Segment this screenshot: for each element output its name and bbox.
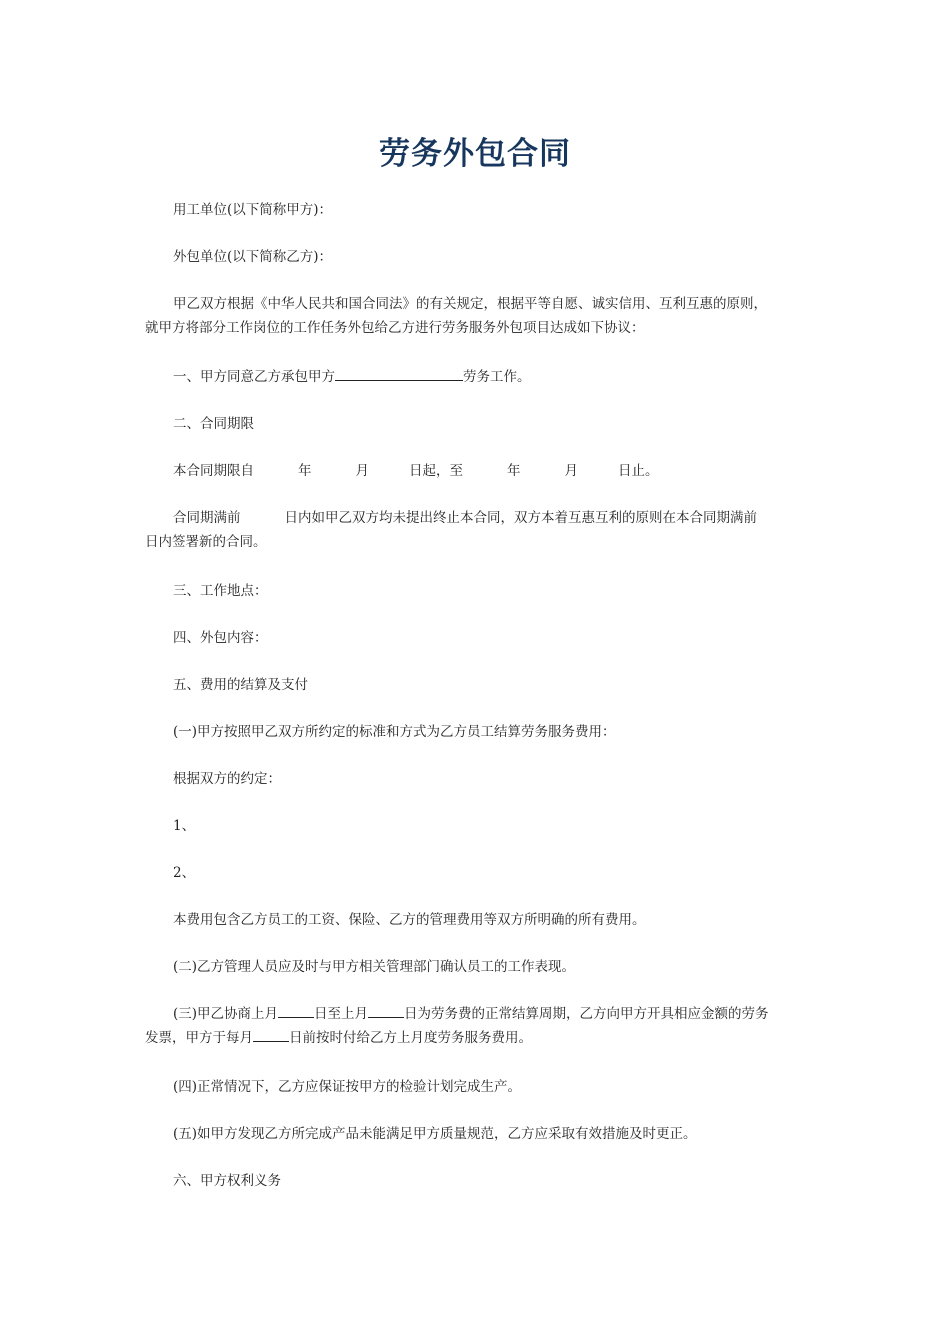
term-day-1: 日起，至 [409,463,463,479]
c5-3-blank-1 [278,1002,314,1018]
clause-5-1: (一)甲方按照甲乙双方所约定的标准和方式为乙方员工结算劳务服务费用： [173,724,616,740]
renewal-paragraph [145,506,810,554]
party-b-line: 外包单位(以下简称乙方)： [173,249,333,265]
renewal-rest: 日内如甲乙双方均未提出终止本合同，双方本着互惠互利的原则在本合同期满前 [284,510,757,526]
clause-1-text-after: 劳务工作。 [463,369,531,385]
list-item-1: 1、 [173,818,196,834]
per-agreement-line: 根据双方的约定： [173,771,281,787]
c5-3-blank-3 [253,1026,289,1042]
clause-1-blank [335,365,463,381]
c5-3-part-2: 日至上月 [314,1006,369,1022]
clause-5-3-line-2 [145,1026,810,1050]
clause-1-text-before: 一、甲方同意乙方承包甲方 [173,369,335,385]
preamble-line-1: 甲乙双方根据《中华人民共和国合同法》的有关规定，根据平等自愿、诚实信用、互利互惠的原则， [173,296,767,312]
party-a-line: 用工单位(以下简称甲方)： [173,202,333,218]
term-lead: 本合同期限自 [173,463,254,479]
clause-5-heading: 五、费用的结算及支付 [173,677,308,693]
term-day-2: 日止。 [618,463,659,479]
clause-2-heading: 二、合同期限 [173,416,254,432]
clause-5-4: (四)正常情况下，乙方应保证按甲方的检验计划完成生产。 [173,1079,522,1095]
c5-3-line2-a: 发票，甲方于每月 [145,1030,253,1046]
document-title: 劳务外包合同 [379,136,571,172]
clause-5-3-line-1 [145,1002,810,1026]
c5-3-blank-2 [368,1002,404,1018]
renewal-lead: 合同期满前 [173,510,241,526]
term-year-2: 年 [507,463,521,479]
clause-5-2: (二)乙方管理人员应及时与甲方相关管理部门确认员工的工作表现。 [173,959,576,975]
renewal-line-1 [145,506,810,530]
c5-3-part-3: 日为劳务费的正常结算周期，乙方向甲方开具相应金额的劳务 [404,1006,769,1022]
renewal-line-2: 日内签署新的合同。 [145,534,267,550]
clause-1 [145,365,838,389]
clause-5-5: (五)如甲方发现乙方所完成产品未能满足甲方质量规范，乙方应采取有效措施及时更正。 [173,1126,697,1142]
clause-4: 四、外包内容： [173,630,268,646]
clause-3: 三、工作地点： [173,583,268,599]
list-item-2: 2、 [173,865,196,881]
term-month-2: 月 [564,463,578,479]
contract-term-line [145,459,838,483]
preamble-line-2: 就甲方将部分工作岗位的工作任务外包给乙方进行劳务服务外包项目达成如下协议： [145,320,645,336]
clause-6-heading: 六、甲方权利义务 [173,1173,281,1189]
preamble-paragraph [145,292,810,340]
clause-5-3 [145,1002,810,1050]
term-year-1: 年 [298,463,312,479]
fee-includes-line: 本费用包含乙方员工的工资、保险、乙方的管理费用等双方所明确的所有费用。 [173,912,646,928]
c5-3-line2-b: 日前按时付给乙方上月度劳务服务费用。 [289,1030,532,1046]
c5-3-part-1: (三)甲乙协商上月 [173,1006,279,1022]
term-month-1: 月 [355,463,369,479]
